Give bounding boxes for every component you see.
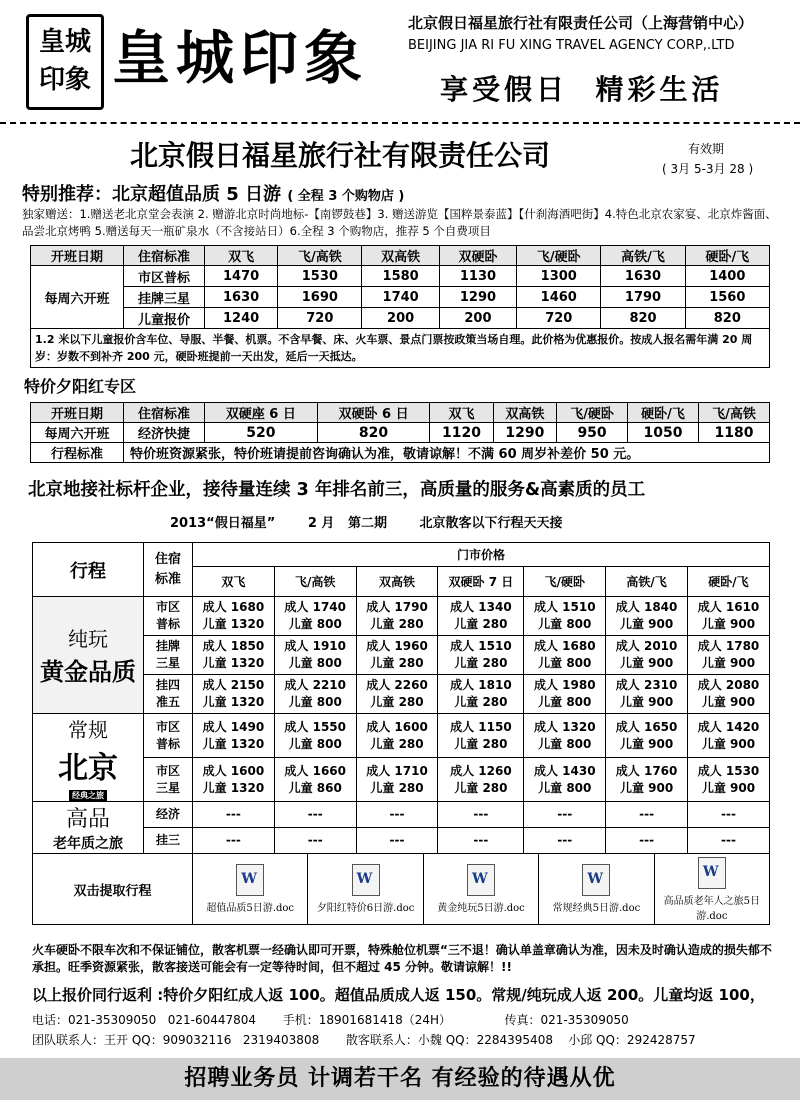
adult-price: 成人 1810: [450, 678, 512, 692]
price-cell: [193, 675, 275, 714]
special-title: [22, 180, 404, 206]
adult-price: 成人 1780: [697, 639, 760, 653]
adult-price: 成人 1910: [284, 639, 346, 653]
child-price: 儿童 280: [454, 780, 508, 795]
price-cell: ---: [438, 802, 524, 828]
price-cell: [274, 758, 356, 802]
price-cell: ---: [524, 802, 606, 828]
adult-price: 成人 1660: [284, 763, 346, 778]
price-cell: ---: [524, 828, 606, 854]
price-cell: [688, 636, 770, 675]
child-price: 儿童 800: [538, 617, 592, 631]
std-label: 行程标准: [31, 443, 124, 463]
price-cell: 1470: [205, 266, 278, 287]
adult-price: 成人 1600: [202, 763, 265, 778]
child-price: 儿童 1320: [202, 695, 265, 709]
table-row: [33, 758, 770, 802]
std-text: 特价班资源紧张，特价班请提前咨询确认为准，敬请谅解！不满 60 周岁补差价 50 元。: [124, 443, 770, 463]
price-cell: 1120: [430, 423, 493, 443]
price-cell: ---: [688, 828, 770, 854]
slogan: 享受假日 精彩生活: [440, 73, 724, 106]
price-cell: [688, 675, 770, 714]
group-art-line1: 纯玩: [68, 627, 108, 651]
child-price: 儿童 900: [619, 617, 674, 631]
child-price: 儿童 1320: [202, 736, 265, 751]
company-name-cn: 北京假日福星旅行社有限责任公司（上海营销中心）: [408, 14, 754, 32]
row-label: 挂牌三星: [124, 287, 205, 308]
th-col: 双高铁: [362, 246, 439, 266]
lodge-line1: 市区: [155, 600, 180, 614]
price-cell: [438, 636, 524, 675]
price-cell: [606, 636, 688, 675]
child-price: 儿童 900: [619, 695, 674, 709]
price-cell: 1630: [601, 266, 685, 287]
price-cell: ---: [193, 828, 275, 854]
file-name: 夕阳红特价6日游.doc: [316, 903, 415, 914]
price-cell: 1050: [628, 423, 699, 443]
adult-price: 成人 1650: [615, 719, 678, 734]
price-cell: ---: [438, 828, 524, 854]
adult-price: 成人 1340: [450, 600, 512, 614]
price-cell: 200: [362, 308, 439, 329]
lodge-line1: 挂三: [155, 833, 180, 847]
price-cell: [524, 714, 606, 758]
child-price: 儿童 800: [288, 736, 342, 751]
date-cell: 每周六开班: [31, 423, 124, 443]
brand-title: 皇城印象: [112, 24, 369, 92]
price-cell: 1580: [362, 266, 439, 287]
date-cell: 每周六开班: [31, 266, 124, 329]
price-cell: [193, 758, 275, 802]
file-doc-3[interactable]: [424, 854, 539, 924]
lodge-cell: [144, 758, 193, 802]
group-art-line1: 常规: [68, 718, 108, 742]
price-cell: [688, 597, 770, 636]
child-price: 儿童 1320: [202, 617, 265, 631]
th-col: 硬卧/飞: [685, 246, 769, 266]
price-cell: 1560: [685, 287, 769, 308]
child-price: 儿童 280: [370, 617, 424, 631]
main-title: 北京假日福星旅行社有限责任公司: [130, 139, 551, 172]
th-col: 双硬座 6 日: [205, 403, 318, 423]
issue-line: [170, 512, 563, 531]
group-art-line1: 高品: [65, 807, 110, 832]
price-cell: 520: [205, 423, 318, 443]
sunset-title: 特价夕阳红专区: [24, 377, 137, 396]
th-col: 飞/硬卧: [524, 567, 606, 597]
price-cell: [438, 758, 524, 802]
lodge-line2: 普标: [155, 617, 180, 631]
price-cell: 200: [439, 308, 516, 329]
price-cell: [193, 714, 275, 758]
child-price: 儿童 900: [701, 780, 756, 795]
adult-price: 成人 1320: [533, 719, 596, 734]
th-lodge: [144, 543, 193, 597]
seal-logo: [26, 14, 104, 110]
th-date: 开班日期: [31, 246, 124, 266]
price-cell: ---: [606, 802, 688, 828]
adult-price: 成人 1510: [533, 600, 596, 614]
price-cell: 1790: [601, 287, 685, 308]
word-doc-icon: [582, 864, 610, 896]
issue-mid: 2 月 第二期: [307, 516, 387, 531]
price-cell: 1240: [205, 308, 278, 329]
issue-left: 2013“假日福星”: [170, 516, 276, 531]
th-col: 硬卧/飞: [628, 403, 699, 423]
child-price: 儿童 900: [619, 780, 674, 795]
child-price: 儿童 900: [701, 695, 756, 709]
price-cell: ---: [274, 828, 356, 854]
adult-price: 成人 1760: [615, 763, 678, 778]
validity-dates: ( 3月 5-3月 28 ): [662, 162, 754, 176]
adult-price: 成人 1710: [366, 763, 428, 778]
adult-price: 成人 1610: [697, 600, 760, 614]
price-cell: 720: [517, 308, 601, 329]
adult-price: 成人 1490: [202, 719, 265, 734]
price-cell: 720: [278, 308, 362, 329]
th-col: 双硬卧 6 日: [317, 403, 430, 423]
word-doc-icon: [352, 864, 380, 896]
word-doc-icon: [467, 864, 495, 896]
lodge-cell: [144, 802, 193, 828]
special-price-table: [30, 245, 770, 368]
file-doc-4[interactable]: [539, 854, 654, 924]
banner-text: 北京地接社标杆企业，接待量连续 3 年排名前三，高质量的服务&高素质的员工: [28, 480, 646, 500]
price-cell: 1300: [517, 266, 601, 287]
child-price: 儿童 900: [701, 656, 756, 670]
th-col: 双飞: [205, 246, 278, 266]
child-price: 儿童 280: [370, 780, 424, 795]
price-cell: 1630: [205, 287, 278, 308]
th-col: 双硬卧 7 日: [438, 567, 524, 597]
th-col: 飞/高铁: [274, 567, 356, 597]
th-col: 高铁/飞: [606, 567, 688, 597]
adult-price: 成人 1510: [450, 639, 512, 653]
price-cell: 1400: [685, 266, 769, 287]
lodge-line2: 三星: [155, 780, 180, 795]
child-price: 儿童 900: [619, 656, 674, 670]
child-price: 儿童 800: [288, 656, 342, 670]
adult-price: 成人 1530: [697, 763, 760, 778]
adult-price: 成人 2310: [615, 678, 678, 692]
lodge-line1: 市区: [155, 719, 180, 734]
child-price: 儿童 800: [538, 780, 592, 795]
price-cell: [606, 758, 688, 802]
th-lodge-line2: 标准: [154, 571, 181, 587]
adult-price: 成人 1420: [697, 719, 760, 734]
adult-price: 成人 2260: [366, 678, 428, 692]
adult-price: 成人 1550: [284, 719, 346, 734]
extract-label: 双击提取行程: [33, 854, 193, 925]
adult-price: 成人 1680: [202, 600, 265, 614]
th-route: 行程: [33, 543, 144, 597]
child-price: 儿童 900: [701, 617, 756, 631]
child-price: 儿童 860: [288, 780, 342, 795]
row-label: 经济快捷: [124, 423, 205, 443]
issue-right: 北京散客以下行程天天接: [419, 516, 563, 531]
group-art-line2: 北京: [58, 751, 118, 786]
price-cell: 820: [317, 423, 430, 443]
validity-label: 有效期: [688, 142, 725, 156]
child-price: 儿童 280: [370, 695, 424, 709]
main-price-table: [32, 542, 770, 925]
header-divider: [0, 122, 800, 124]
price-cell: ---: [356, 828, 438, 854]
child-price: 儿童 1320: [202, 656, 265, 670]
th-col: 高铁/飞: [601, 246, 685, 266]
price-cell: [356, 675, 438, 714]
group-art: [33, 802, 144, 854]
price-cell: 1130: [439, 266, 516, 287]
adult-price: 成人 1960: [366, 639, 428, 653]
table-row: [33, 597, 770, 636]
child-price: 儿童 280: [454, 736, 508, 751]
adult-price: 成人 2010: [615, 639, 678, 653]
file-name: 高品质老年人之旅5日游.doc: [663, 895, 761, 922]
price-cell: 1290: [493, 423, 556, 443]
price-cell: 1530: [278, 266, 362, 287]
adult-price: 成人 1840: [615, 600, 678, 614]
price-cell: ---: [688, 802, 770, 828]
price-cell: [274, 636, 356, 675]
child-price: 儿童 800: [288, 695, 342, 709]
child-price: 儿童 800: [538, 656, 592, 670]
price-cell: ---: [606, 828, 688, 854]
child-price: 儿童 280: [454, 617, 508, 631]
th-col: 飞/硬卧: [517, 246, 601, 266]
child-price: 儿童 800: [538, 695, 592, 709]
lodge-line1: 经济: [155, 807, 180, 821]
word-doc-icon: [698, 857, 726, 889]
price-cell: [524, 675, 606, 714]
table-row: [33, 636, 770, 675]
lodge-line2: 准五: [155, 695, 180, 709]
notice-text: 火车硬卧不限车次和不保证铺位，散客机票一经确认即可开票，特殊舱位机票“三不退！确认单盖章确认为准，因未及时确认造成的损失郁不承担。旺季资源紧张，散客接送可能会有一定等待时间，但不超过 45 分钟。敬请谅解！!!: [32, 943, 772, 974]
lodge-cell: [144, 714, 193, 758]
lodge-line1: 挂牌: [155, 639, 180, 653]
child-price: 儿童 800: [538, 736, 592, 751]
special-gifts: 独家赠送：1.赠送老北京堂会表演 2. 赠游北京时尚地标-【南锣鼓巷】3. 赠送游览【国粹景泰蓝】【什刹海酒吧街】4.特色北京农家宴、北京炸酱面、品尝北京烤鸭 5.赠送每天一瓶矿泉水（不含接站日）6.全程 3 个购物店，推荐 5 个自费项目: [22, 207, 777, 238]
price-cell: 820: [685, 308, 769, 329]
group-art: [33, 714, 144, 802]
price-cell: ---: [193, 802, 275, 828]
th-col: 双飞: [430, 403, 493, 423]
group-art-line2: 老年质之旅: [53, 836, 123, 852]
price-cell: [438, 714, 524, 758]
word-doc-icon: [236, 864, 264, 896]
th-date: 开班日期: [31, 403, 124, 423]
price-cell: 1460: [517, 287, 601, 308]
seal-text: 皇城印象: [38, 27, 91, 95]
child-price: 儿童 280: [370, 656, 424, 670]
adult-price: 成人 2080: [697, 678, 760, 692]
group-art-line2: 黄金品质: [40, 657, 136, 686]
price-cell: 1690: [278, 287, 362, 308]
rebate-text: 以上报价同行返利 :特价夕阳红成人返 100。超值品质成人返 150。常规/纯玩成人返 200。儿童均返 100，: [32, 986, 765, 1004]
th-lodge-line1: 住宿: [154, 551, 181, 567]
child-price: 儿童 280: [454, 656, 508, 670]
price-cell: [438, 597, 524, 636]
lodge-line2: 普标: [155, 736, 180, 751]
price-cell: ---: [274, 802, 356, 828]
file-doc-5[interactable]: [655, 854, 769, 924]
lodge-cell: [144, 828, 193, 854]
table-row: [33, 828, 770, 854]
file-name: 常规经典5日游.doc: [552, 903, 641, 914]
adult-price: 成人 1430: [533, 763, 596, 778]
price-cell: [688, 714, 770, 758]
th-col: 飞/硬卧: [557, 403, 628, 423]
price-cell: [606, 675, 688, 714]
child-price: 儿童 900: [701, 736, 756, 751]
price-cell: [606, 597, 688, 636]
price-cell: [193, 597, 275, 636]
lodge-cell: [144, 597, 193, 636]
child-price: 儿童 900: [619, 736, 674, 751]
price-cell: [524, 636, 606, 675]
group-art: [33, 597, 144, 714]
adult-price: 成人 1260: [450, 763, 512, 778]
price-cell: [356, 597, 438, 636]
lodge-line1: 挂四: [155, 678, 180, 692]
special-title-text: 特别推荐：北京超值品质 5 日游: [22, 184, 282, 205]
th-col: 双硬卧: [439, 246, 516, 266]
table-row: [33, 802, 770, 828]
child-price: 儿童 280: [454, 695, 508, 709]
adult-price: 成人 2210: [284, 678, 346, 692]
th-col: 双飞: [193, 567, 275, 597]
special-title-note: ( 全程 3 个购物店 ): [287, 189, 405, 204]
adult-price: 成人 1740: [284, 600, 346, 614]
th-col: 飞/高铁: [278, 246, 362, 266]
footer-bar: [0, 1058, 800, 1100]
price-cell: 1290: [439, 287, 516, 308]
lodge-cell: [144, 675, 193, 714]
company-name-en: BEIJING JIA RI FU XING TRAVEL AGENCY CORP,.LTD: [408, 38, 735, 53]
price-cell: [356, 758, 438, 802]
th-col: 双高铁: [356, 567, 438, 597]
th-price: 门市价格: [193, 543, 770, 567]
child-price: 儿童 800: [288, 617, 342, 631]
adult-price: 成人 1600: [366, 719, 428, 734]
adult-price: 成人 1980: [533, 678, 596, 692]
child-price: 儿童 280: [370, 736, 424, 751]
file-doc-1[interactable]: [193, 854, 308, 924]
lodge-line1: 市区: [155, 763, 180, 778]
price-cell: [356, 714, 438, 758]
table-row: [33, 714, 770, 758]
lodge-cell: [144, 636, 193, 675]
row-label: 市区普标: [124, 266, 205, 287]
file-bar: [193, 854, 770, 925]
price-cell: ---: [356, 802, 438, 828]
price-cell: [274, 714, 356, 758]
price-cell: [356, 636, 438, 675]
file-name: 黄金纯玩5日游.doc: [437, 903, 525, 914]
price-cell: [193, 636, 275, 675]
contact-line-1: 电话：021-35309050 021-60447804 手机：18901681418（24H） 传真：021-35309050: [32, 1013, 629, 1027]
price-cell: 950: [557, 423, 628, 443]
th-col: 飞/高铁: [698, 403, 769, 423]
sunset-table: [30, 402, 770, 463]
th-lodge: 住宿标准: [124, 403, 205, 423]
lodge-line2: 三星: [155, 656, 180, 670]
price-cell: 820: [601, 308, 685, 329]
file-name: 超值品质5日游.doc: [206, 903, 294, 914]
price-cell: [274, 597, 356, 636]
adult-price: 成人 1790: [366, 600, 428, 614]
th-col: 双高铁: [493, 403, 556, 423]
adult-price: 成人 1680: [533, 639, 596, 653]
price-cell: [524, 597, 606, 636]
contact-line-2: 团队联系人：王开 QQ：909032116 2319403808 散客联系人：小魏 QQ：2284395408 小邱 QQ：292428757: [32, 1033, 696, 1047]
group-art-line3: 经典之旅: [69, 790, 107, 801]
price-cell: [606, 714, 688, 758]
table-row: [33, 675, 770, 714]
adult-price: 成人 2150: [202, 678, 265, 692]
special-note: 1.2 米以下儿童报价含车位、导服、半餐、机票。不含早餐、床、火车票、景点门票按政策当场自理。此价格为优惠报价。按成人报名需年满 20 周岁：岁数不到补齐 200 元，硬卧班提前一天出发，延后一天抵达。: [31, 329, 770, 368]
adult-price: 成人 1150: [450, 719, 512, 734]
footer-text: 招聘业务员 计调若干名 有经验的待遇从优: [184, 1066, 616, 1091]
th-lodge: 住宿标准: [124, 246, 205, 266]
row-label: 儿童报价: [124, 308, 205, 329]
th-col: 硬卧/飞: [688, 567, 770, 597]
price-cell: 1180: [698, 423, 769, 443]
price-cell: [688, 758, 770, 802]
price-cell: [274, 675, 356, 714]
file-doc-2[interactable]: [308, 854, 423, 924]
child-price: 儿童 1320: [202, 780, 265, 795]
price-cell: 1740: [362, 287, 439, 308]
adult-price: 成人 1850: [202, 639, 265, 653]
price-cell: [524, 758, 606, 802]
price-cell: [438, 675, 524, 714]
